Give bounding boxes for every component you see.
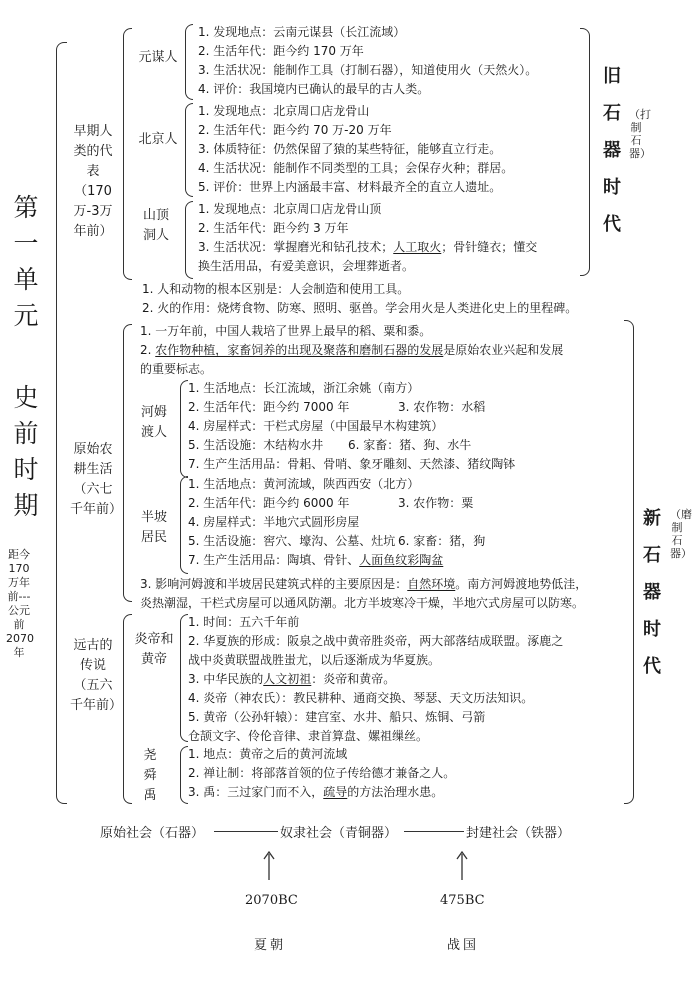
society-slave: 奴隶社会（青铜器）: [280, 826, 398, 841]
beijing-item-2: 2. 生活年代：距今约 70 万-20 万年: [198, 123, 392, 137]
early-label: 早期人类的代表（170万-3万年前）: [73, 124, 113, 239]
banpo-item-7: 7. 生产生活用品：陶填、骨针、人面鱼纹彩陶盆: [188, 553, 444, 567]
yuanmou-item-4: 4. 评价：我国境内已确认的最早的古人类。: [198, 82, 430, 96]
new-era-bracket: [624, 320, 634, 804]
society-feudal: 封建社会（铁器）: [466, 826, 571, 841]
farming-label: 原始农耕生活（六七千年前）: [70, 442, 123, 517]
hemudu-item-1: 1. 生活地点：长江流域，浙江余姚（南方）: [188, 381, 420, 395]
yuanmou-item-2: 2. 生活年代：距今约 170 万年: [198, 44, 364, 58]
farming-bracket: [123, 324, 132, 602]
old-era-bracket: [580, 28, 590, 276]
arrow-up-icon: [455, 850, 469, 880]
unit-title: 第一单元: [13, 193, 39, 330]
hemudu-item-2: 2. 生活年代：距今约 7000 年: [188, 400, 350, 414]
date-2070bc: 2070BC: [245, 893, 298, 908]
yuanmou-item-3: 3. 生活状况：能制作工具（打制石器），知道使用火（天然火）。: [198, 63, 538, 77]
hemudu-item-7: 7. 生产生活用品：骨耜、骨哨、象牙雕刻、天然漆、猪纹陶钵: [188, 457, 516, 471]
new-era-paren: （磨制石器）: [670, 508, 692, 560]
beijing-name: 北京人: [138, 132, 178, 147]
old-era-paren: （打制石器）: [629, 108, 651, 160]
hemudu-item-5: 5. 生活设施：木结构水井: [188, 438, 324, 452]
yandi-item-2: 2. 华夏族的形成：阪泉之战中黄帝胜炎帝，两大部落结成联盟。涿鹿之: [188, 634, 564, 648]
banpo-item-5: 5. 生活设施：窖穴、壕沟、公墓、灶坑: [188, 534, 396, 548]
yao-item-1: 1. 地点：黄帝之后的黄河流域: [188, 747, 348, 761]
event-warring-states: 战国: [447, 938, 480, 953]
beijing-item-1: 1. 发现地点：北京周口店龙骨山: [198, 104, 370, 118]
legend-bracket: [123, 614, 132, 804]
banpo-item-3: 3. 农作物：粟: [398, 496, 474, 510]
legend-label: 远古的传说（五六千年前）: [70, 638, 123, 713]
event-xia: 夏朝: [254, 938, 287, 953]
farming-p1: 1. 一万年前，中国人栽培了世界上最早的稻、粟和黍。: [140, 324, 432, 338]
beijing-item-3: 3. 体质特征：仍然保留了猿的某些特征，能够直立行走。: [198, 142, 502, 156]
shanding-item-1: 1. 发现地点：北京周口店龙骨山顶: [198, 202, 382, 216]
hemudu-name: 河姆渡人: [140, 405, 167, 440]
banpo-name: 半坡居民: [140, 510, 167, 545]
hemudu-item-6: 6. 家畜：猪、狗、水牛: [348, 438, 472, 452]
unit-subtitle: 史前时期: [13, 383, 39, 520]
banpo-bracket: [180, 476, 188, 574]
shanding-item-3-cont: 换生活用品，有爱美意识，会埋葬逝者。: [198, 259, 415, 273]
shanding-bracket: [185, 201, 193, 279]
early-note-1: 1. 人和动物的根本区别是：人会制造和使用工具。: [142, 282, 410, 296]
society-primitive: 原始社会（石器）: [100, 826, 205, 841]
beijing-bracket: [185, 103, 193, 197]
yuanmou-name: 元谋人: [138, 50, 178, 65]
yuanmou-item-1: 1. 发现地点：云南元谋县（长江流域）: [198, 25, 406, 39]
beijing-item-4: 4. 生活状况：能制作不同类型的工具；会保存火种；群居。: [198, 161, 514, 175]
yao-item-2: 2. 禅让制：将部落首领的位子传给德才兼备之人。: [188, 766, 456, 780]
date-475bc: 475BC: [440, 893, 485, 908]
farming-p3: 3. 影响河姆渡和半坡居民建筑式样的主要原因是：自然环境。南方河姆渡地势低洼，: [140, 577, 588, 591]
farming-p2: 2. 农作物种植，家畜饲养的出现及聚落和磨制石器的发展是原始农业兴起和发展: [140, 343, 564, 357]
yandi-item-3: 3. 中华民族的人文初祖：炎帝和黄帝。: [188, 672, 396, 686]
yao-item-3: 3. 禹：三过家门而不入，疏导的方法治理水患。: [188, 785, 444, 799]
yandi-item-5-cont: 仓颉文字、伶伦音律、隶首算盘、嫘祖缫丝。: [188, 729, 429, 743]
banpo-item-4: 4. 房屋样式：半地穴式圆形房屋: [188, 515, 360, 529]
beijing-item-5: 5. 评价：世界上内涵最丰富、材料最齐全的直立人遗址。: [198, 180, 502, 194]
arrow-up-icon: [262, 850, 276, 880]
yandi-item-1: 1. 时间：五六千年前: [188, 615, 300, 629]
banpo-item-6: 6. 家畜：猪，狗: [398, 534, 486, 548]
timeline-connector-1: [214, 831, 278, 832]
banpo-item-2: 2. 生活年代：距今约 6000 年: [188, 496, 350, 510]
early-bracket: [123, 28, 132, 280]
yandi-bracket: [180, 614, 188, 742]
unit-range: 距今170万年前---公元前2070年: [6, 548, 34, 659]
yandi-item-5: 5. 黄帝（公孙轩辕）：建宫室、水井、船只、炼铜、弓箭: [188, 710, 486, 724]
new-era-name: 新石器时代: [643, 508, 661, 677]
yandi-item-4: 4. 炎帝（神农氏）：教民耕种、通商交换、琴瑟、天文历法知识。: [188, 691, 534, 705]
shanding-item-3: 3. 生活状况：掌握磨光和钻孔技术；人工取火；骨针缝衣；懂交: [198, 240, 538, 254]
banpo-item-1: 1. 生活地点：黄河流域，陕西西安（北方）: [188, 477, 420, 491]
hemudu-item-3: 3. 农作物：水稻: [398, 400, 486, 414]
early-note-2: 2. 火的作用：烧烤食物、防寒、照明、驱兽。学会用火是人类进化史上的里程碑。: [142, 301, 578, 315]
farming-p3-cont: 炎热潮湿，干栏式房屋可以通风防潮。北方半坡寒冷干燥，半地穴式房屋可以防寒。: [140, 596, 585, 610]
unit-bracket: [56, 42, 67, 804]
hemudu-bracket: [180, 380, 188, 478]
yuanmou-bracket: [185, 24, 193, 100]
yandi-item-2-cont: 战中炎黄联盟战胜蚩尤，以后逐渐成为华夏族。: [188, 653, 441, 667]
old-era-name: 旧石器时代: [603, 66, 621, 235]
shanding-item-2: 2. 生活年代：距今约 3 万年: [198, 221, 349, 235]
timeline-connector-2: [404, 831, 464, 832]
yandi-name: 炎帝和黄帝: [134, 632, 174, 667]
hemudu-item-4: 4. 房屋样式：干栏式房屋（中国最早木构建筑）: [188, 419, 444, 433]
farming-p2-cont: 的重要标志。: [140, 362, 213, 376]
shanding-name: 山顶洞人: [142, 208, 169, 243]
yao-bracket: [180, 746, 188, 804]
yao-name: 尧舜禹: [143, 748, 157, 803]
